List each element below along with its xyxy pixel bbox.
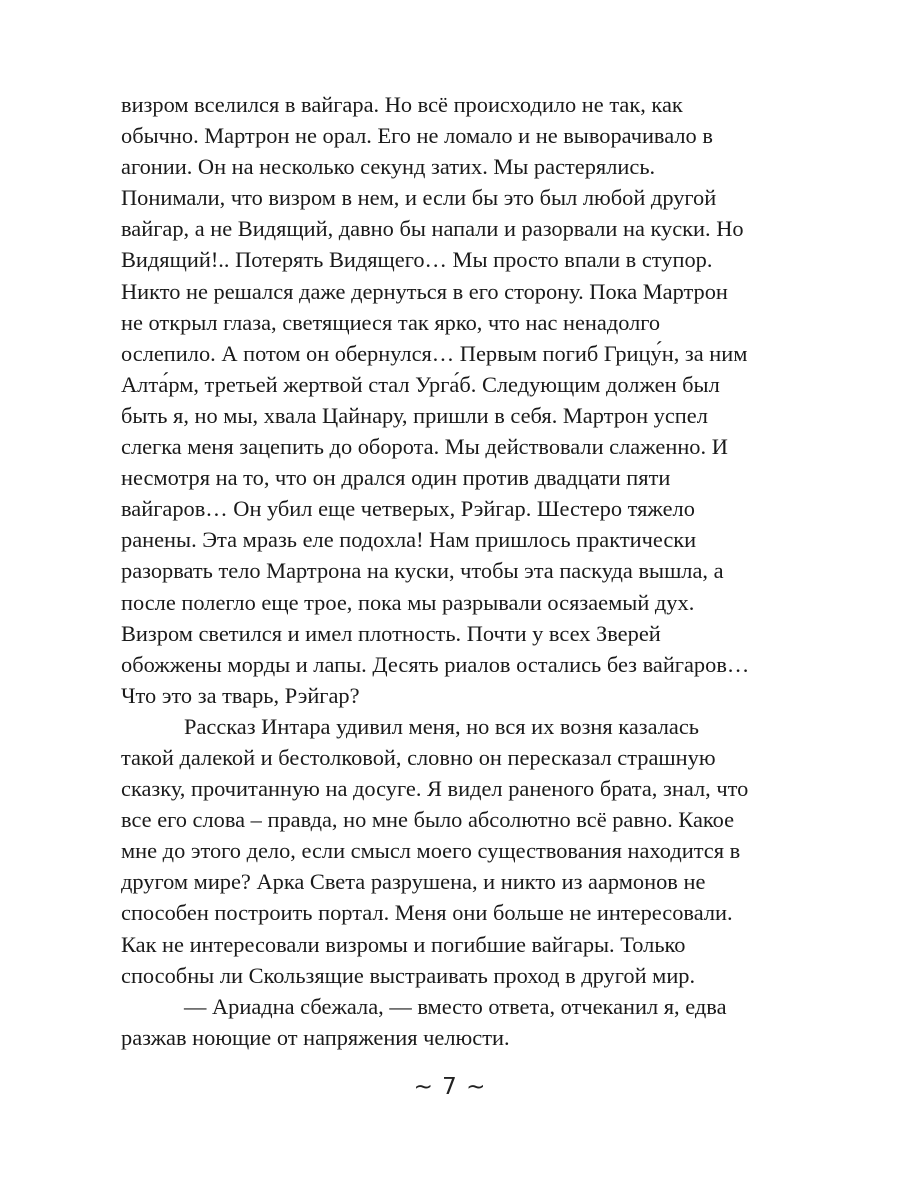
text-line: ослепило. А потом он обернулся… Первым погиб Грицу́н, за ним <box>121 340 748 366</box>
body-text <box>121 89 801 1053</box>
text-line: агонии. Он на несколько секунд затих. Мы растерялись. <box>121 154 656 180</box>
text-line: такой далекой и бестолковой, словно он пересказал страшную <box>121 744 716 770</box>
text-line: способны ли Скользящие выстраивать проход в другой мир. <box>121 962 696 988</box>
text-line: все его слова – правда, но мне было абсолютно всё равно. Какое <box>121 807 735 833</box>
text-line: способен построить портал. Меня они больше не интересовали. <box>121 900 733 926</box>
text-line: визром вселился в вайгара. Но всё происходило не так, как <box>121 92 683 117</box>
text-line: сказку, прочитанную на досуге. Я видел раненого брата, знал, что <box>121 776 749 802</box>
text-line: Понимали, что визром в нем, и если бы это был любой другой <box>121 185 717 211</box>
text-line: Визром светился и имел плотность. Почти у всех Зверей <box>121 620 661 646</box>
text-line: не открыл глаза, светящиеся так ярко, что нас ненадолго <box>121 309 661 335</box>
text-line: Что это за тварь, Рэйгар? <box>121 682 360 708</box>
text-line: мне до этого дело, если смысл моего существования находится в <box>121 838 741 864</box>
text-line: обычно. Мартрон не орал. Его не ломало и не выворачивало в <box>121 123 713 149</box>
text-line: другом мире? Арка Света разрушена, и никто из аармонов не <box>121 869 706 895</box>
text-line: Никто не решался даже дернуться в его сторону. Пока Мартрон <box>121 278 728 304</box>
text-line: Рассказ Интара удивил меня, но вся их возня казалась <box>184 713 700 739</box>
text-line: обожжены морды и лапы. Десять риалов остались без вайгаров… <box>121 651 750 677</box>
text-line: — Ариадна сбежала, — вместо ответа, отчеканил я, едва <box>184 993 727 1019</box>
text-line: разжав ноющие от напряжения челюсти. <box>121 1024 510 1050</box>
text-line: вайгар, а не Видящий, давно бы напали и разорвали на куски. Но <box>121 216 744 242</box>
text-line: быть я, но мы, хвала Цайнару, пришли в себя. Мартрон успел <box>121 402 708 428</box>
text-line: Алта́рм, третьей жертвой стал Урга́б. Следующим должен был <box>121 371 720 397</box>
text-line: Как не интересовали визромы и погибшие вайгары. Только <box>121 931 686 957</box>
page-number: ~ 7 ~ <box>413 1074 487 1100</box>
text-line: несмотря на то, что он дрался один против двадцати пяти <box>121 465 671 491</box>
text-line: слегка меня зацепить до оборота. Мы действовали слаженно. И <box>121 434 728 460</box>
text-line: после полегло еще трое, пока мы разрывали осязаемый дух. <box>121 589 695 615</box>
text-line: ранены. Эта мразь еле подохла! Нам пришлось практически <box>121 527 697 553</box>
text-line: разорвать тело Мартрона на куски, чтобы эта паскуда вышла, а <box>121 558 724 584</box>
text-line: вайгаров… Он убил еще четверых, Рэйгар. Шестеро тяжело <box>121 496 695 522</box>
text-line: Видящий!.. Потерять Видящего… Мы просто впали в ступор. <box>121 247 713 273</box>
